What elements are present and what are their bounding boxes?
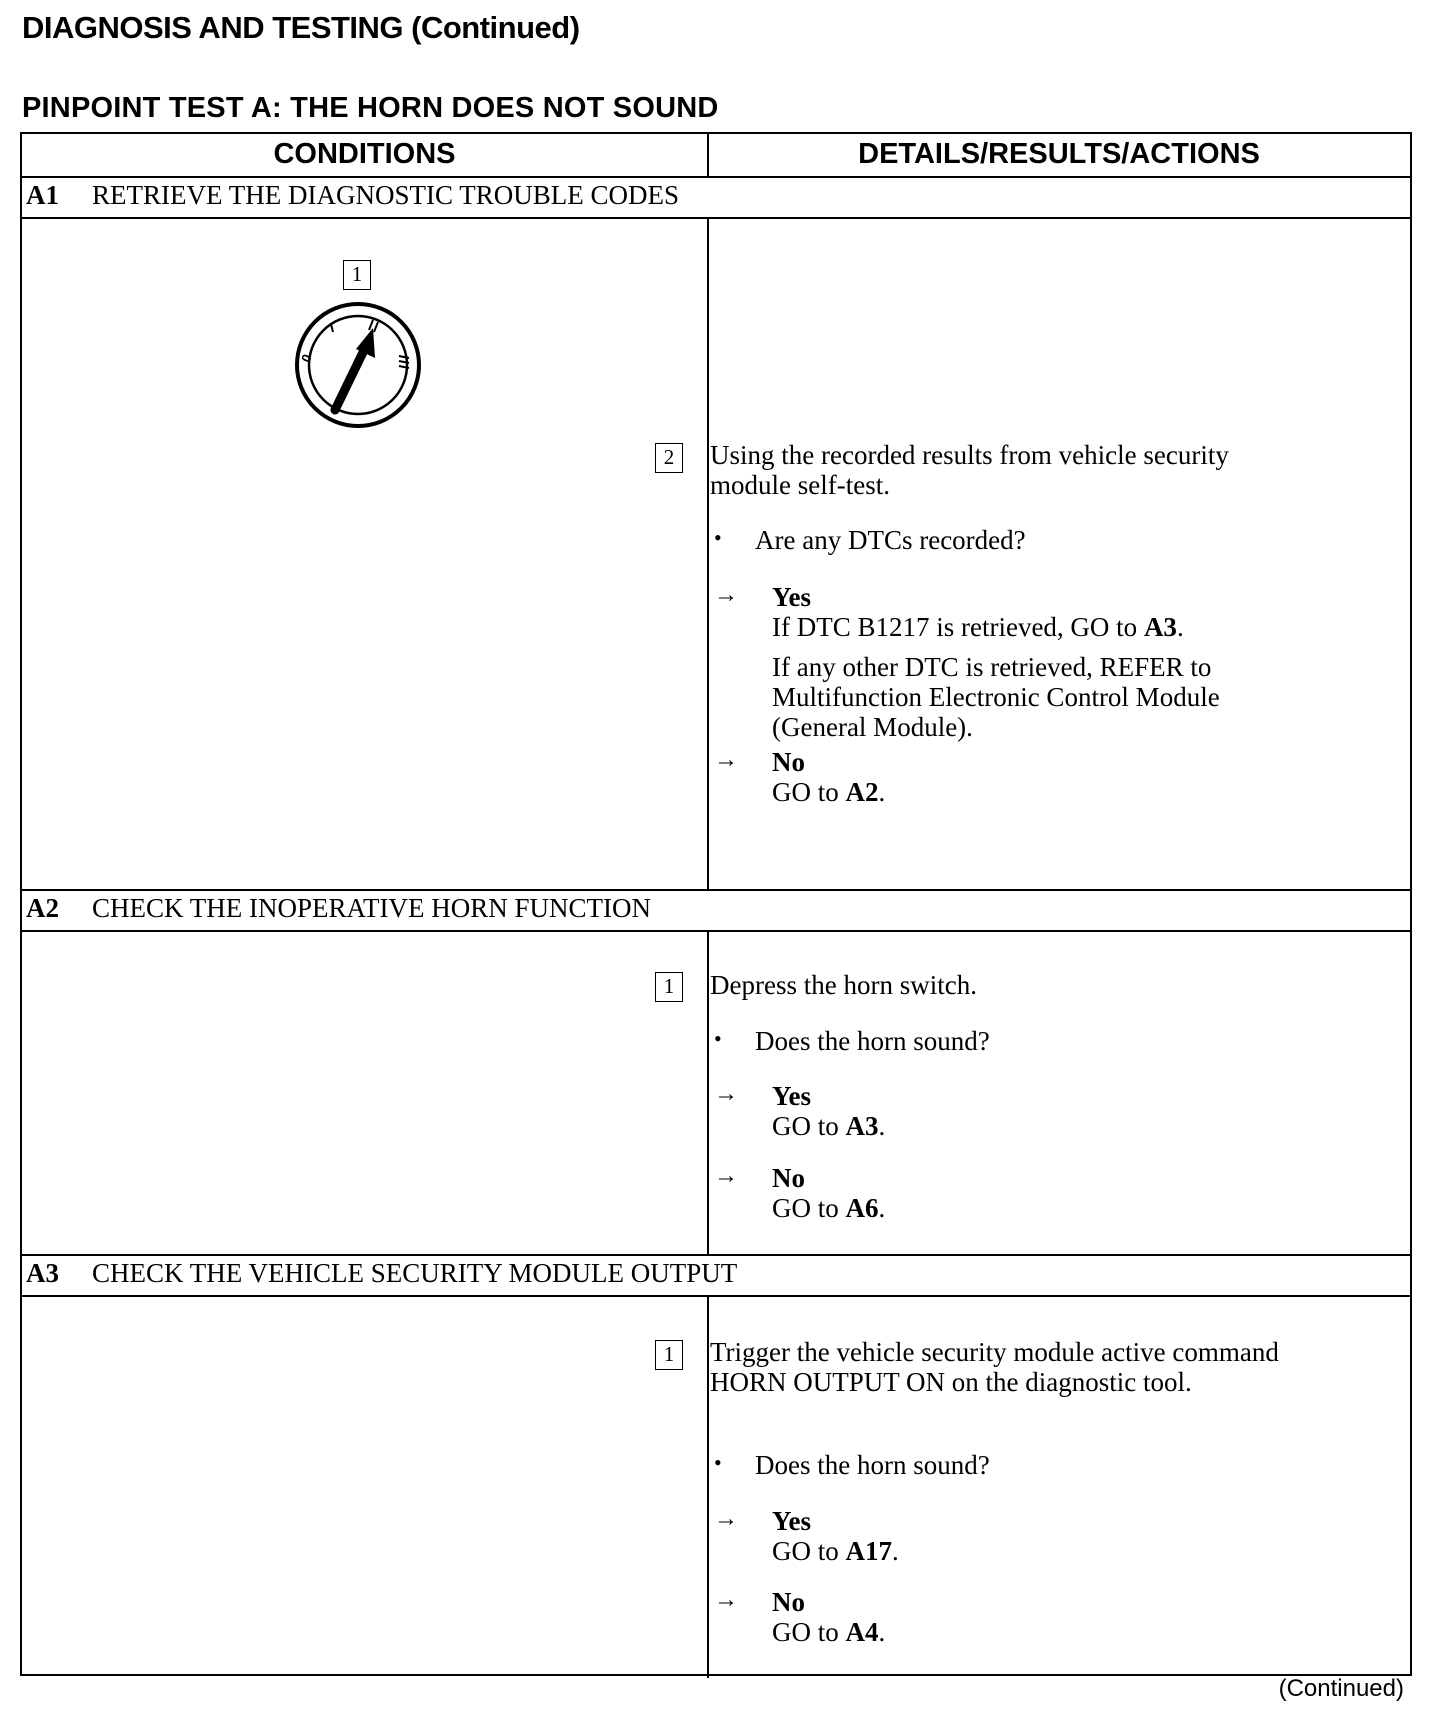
no-result	[772, 1163, 885, 1223]
step-code: A2	[26, 893, 59, 923]
yes-text: GO to	[772, 1536, 846, 1566]
page-title: DIAGNOSIS AND TESTING (Continued)	[22, 10, 580, 45]
step-reference: A2	[845, 777, 879, 807]
question-text: Does the horn sound?	[755, 1026, 990, 1056]
pinpoint-test-table	[20, 132, 1412, 1676]
table-rule	[22, 889, 1410, 891]
bullet: •	[714, 1450, 722, 1475]
table-rule	[22, 1295, 1410, 1297]
arrow-icon: →	[714, 581, 738, 608]
instruction-text: Depress the horn switch.	[710, 970, 977, 1000]
no-label: No	[772, 747, 805, 777]
yes-text: GO to	[772, 1111, 846, 1141]
no-result	[772, 747, 885, 807]
step-reference: A17	[845, 1536, 892, 1566]
continued-footer: (Continued)	[1278, 1675, 1404, 1702]
step-number-box: 2	[655, 443, 683, 473]
step-title: CHECK THE INOPERATIVE HORN FUNCTION	[92, 893, 651, 923]
punctuation: .	[878, 1111, 886, 1141]
arrow-icon: →	[714, 1586, 738, 1613]
question-text: Are any DTCs recorded?	[755, 525, 1026, 555]
conditions-heading: CONDITIONS	[273, 138, 456, 170]
yes-text: If DTC B1217 is retrieved, GO to	[772, 612, 1144, 642]
step-code: A3	[26, 1258, 59, 1288]
no-text: GO to	[772, 1193, 846, 1223]
arrow-icon: →	[714, 1162, 738, 1189]
step-reference: A4	[845, 1617, 879, 1647]
step-number-box: 1	[655, 972, 683, 1002]
test-title: PINPOINT TEST A: THE HORN DOES NOT SOUND	[22, 92, 719, 124]
instruction-text: Trigger the vehicle security module active command HORN OUTPUT ON on the diagnostic tool.	[710, 1337, 1279, 1397]
table-rule	[22, 1254, 1410, 1256]
details-heading: DETAILS/RESULTS/ACTIONS	[858, 138, 1260, 170]
punctuation: .	[1176, 612, 1184, 642]
instruction-text: Using the recorded results from vehicle security module self-test.	[710, 440, 1229, 500]
step-a2-header	[26, 893, 651, 924]
step-a1-header	[26, 180, 679, 211]
step-reference: A3	[1143, 612, 1177, 642]
question-text: Does the horn sound?	[755, 1450, 990, 1480]
yes-label: Yes	[772, 1081, 811, 1111]
yes-result	[772, 582, 1312, 742]
column-divider	[707, 930, 709, 1254]
svg-text:0: 0	[298, 351, 315, 365]
table-rule	[22, 930, 1410, 932]
bullet: •	[714, 1026, 722, 1051]
punctuation: .	[878, 1193, 886, 1223]
table-rule	[22, 217, 1410, 219]
punctuation: .	[892, 1536, 899, 1566]
step-code: A1	[26, 180, 59, 210]
no-label: No	[772, 1587, 805, 1617]
yes-label: Yes	[772, 1506, 811, 1536]
step-number-box: 1	[655, 1340, 683, 1370]
yes-text-alternate: If any other DTC is retrieved, REFER to Multifunction Electronic Control Module (General Module).	[772, 652, 1220, 742]
no-text: GO to	[772, 1617, 846, 1647]
arrow-icon: →	[714, 1080, 738, 1107]
column-divider	[707, 217, 709, 889]
step-reference: A6	[845, 1193, 879, 1223]
yes-label: Yes	[772, 582, 811, 612]
step-a3-header	[26, 1258, 737, 1289]
step-title: CHECK THE VEHICLE SECURITY MODULE OUTPUT	[92, 1258, 738, 1288]
arrow-icon: →	[714, 1505, 738, 1532]
punctuation: .	[878, 777, 886, 807]
column-divider	[707, 1295, 709, 1678]
arrow-icon: →	[714, 746, 738, 773]
step-title: RETRIEVE THE DIAGNOSTIC TROUBLE CODES	[92, 180, 679, 210]
bullet: •	[714, 525, 722, 550]
yes-result	[772, 1081, 885, 1141]
figure-step-box: 1	[343, 260, 371, 290]
ignition-key-icon	[293, 300, 423, 430]
no-text: GO to	[772, 777, 846, 807]
punctuation: .	[878, 1617, 886, 1647]
yes-result	[772, 1506, 899, 1566]
step-reference: A3	[845, 1111, 879, 1141]
no-result	[772, 1587, 885, 1647]
no-label: No	[772, 1163, 805, 1193]
